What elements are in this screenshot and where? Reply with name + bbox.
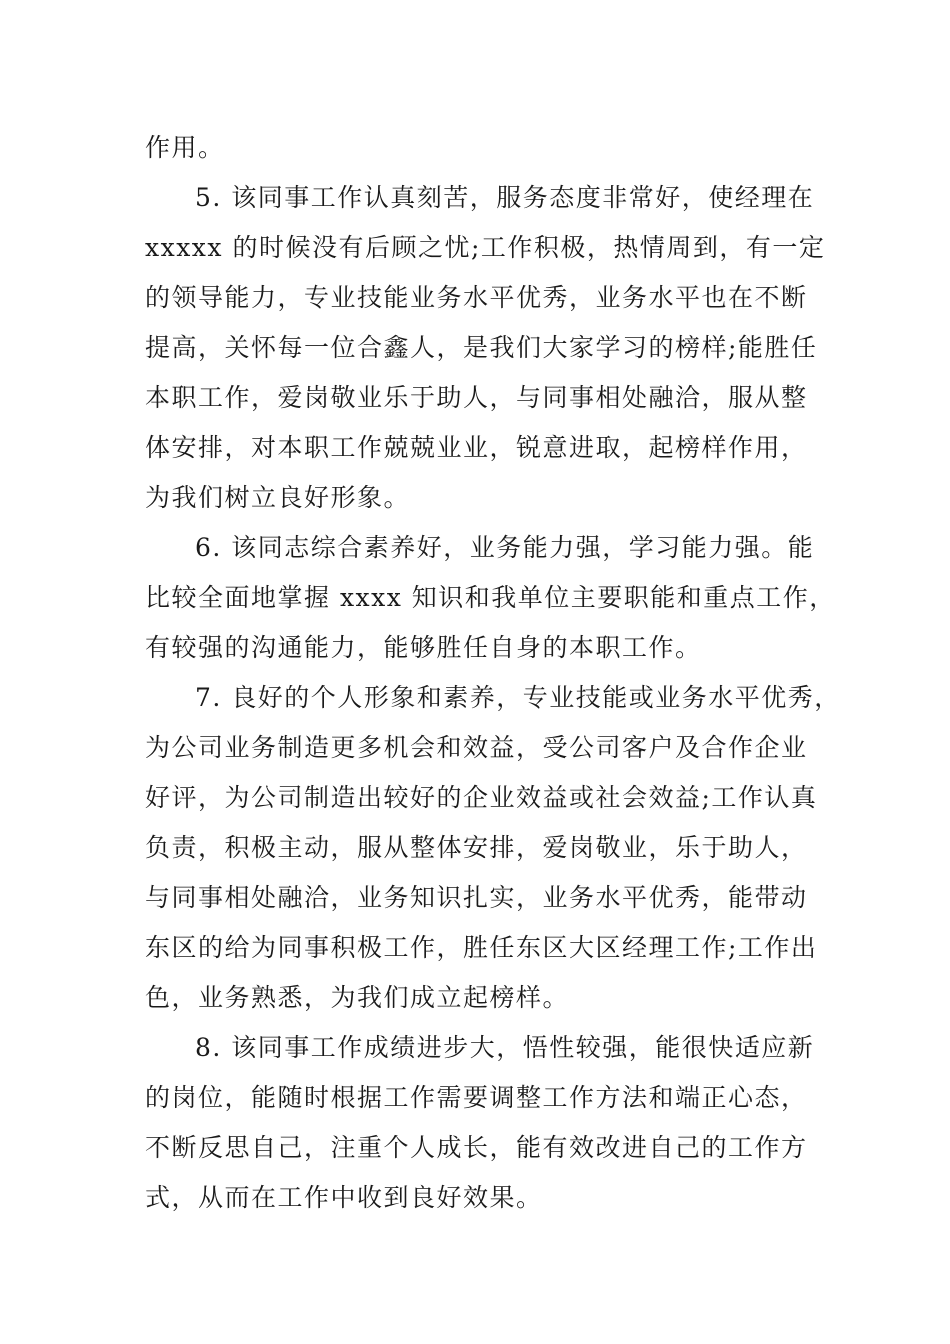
text-line: 为公司业务制造更多机会和效益，受公司客户及合作企业 [145, 733, 808, 762]
text-line: 与同事相处融洽，业务知识扎实，业务水平优秀，能带动 [145, 883, 808, 912]
text-line: 色，业务熟悉，为我们成立起榜样。 [145, 983, 570, 1012]
text-line: 比较全面地掌握 xxxx 知识和我单位主要职能和重点工作， [145, 583, 836, 612]
text-line: 本职工作，爱岗敬业乐于助人，与同事相处融洽，服从整 [145, 383, 808, 412]
text-line: 提高，关怀每一位合鑫人，是我们大家学习的榜样;能胜任 [145, 333, 818, 362]
text-line: 的领导能力，专业技能业务水平优秀，业务水平也在不断 [145, 283, 808, 312]
text-line: 东区的给为同事积极工作，胜任东区大区经理工作;工作出 [145, 933, 818, 962]
text-line: 体安排，对本职工作兢兢业业，锐意进取，起榜样作用， [145, 433, 808, 462]
text-line: 好评，为公司制造出较好的企业效益或社会效益;工作认真 [145, 783, 818, 812]
text-line: xxxxx 的时候没有后顾之忧;工作积极，热情周到，有一定 [145, 233, 826, 262]
text-line: 式，从而在工作中收到良好效果。 [145, 1183, 543, 1212]
item-8-first-line: 8. 该同事工作成绩进步大，悟性较强，能很快适应新 [195, 1033, 815, 1062]
text-line: 有较强的沟通能力，能够胜任自身的本职工作。 [145, 633, 702, 662]
text-line: 不断反思自己，注重个人成长，能有效改进自己的工作方 [145, 1133, 808, 1162]
text-line: 的岗位，能随时根据工作需要调整工作方法和端正心态， [145, 1083, 808, 1112]
item-6-first-line: 6. 该同志综合素养好，业务能力强，学习能力强。能 [195, 533, 815, 562]
text-line: 为我们树立良好形象。 [145, 483, 411, 512]
text-line: 负责，积极主动，服从整体安排，爱岗敬业，乐于助人， [145, 833, 808, 862]
item-7-first-line: 7. 良好的个人形象和素养，专业技能或业务水平优秀， [195, 683, 841, 712]
text-line: 作用。 [145, 133, 225, 162]
item-5-first-line: 5. 该同事工作认真刻苦，服务态度非常好，使经理在 [195, 183, 815, 212]
